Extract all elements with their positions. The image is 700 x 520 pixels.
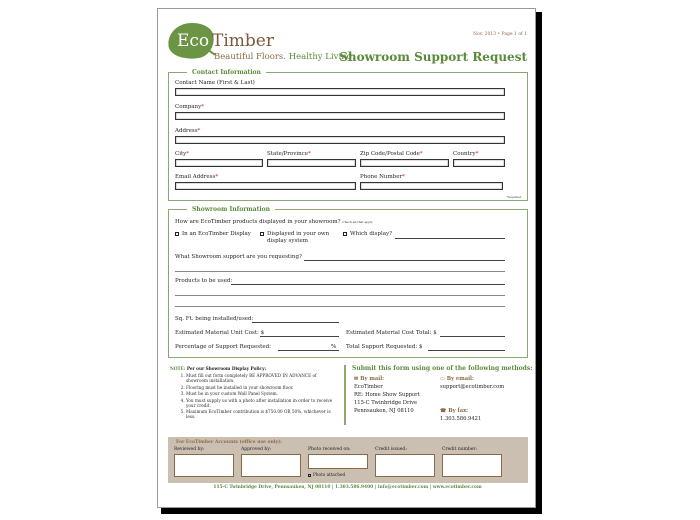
checkbox[interactable] bbox=[308, 474, 311, 477]
contact-section bbox=[168, 69, 528, 201]
percentage-label: Percentage of Support Requested: bbox=[175, 344, 271, 350]
fax-block bbox=[440, 407, 481, 423]
phone-label: Phone Number* bbox=[360, 174, 405, 180]
total-support-line[interactable] bbox=[428, 350, 505, 351]
mail-line: 115-C Twinbridge Drive bbox=[354, 400, 418, 406]
fax-heading: ☎ By fax: bbox=[440, 408, 469, 414]
office-title: For EcoTimber Accounts (office use only): bbox=[176, 440, 282, 445]
total-support-label: Total Support Requested: $ bbox=[346, 344, 423, 350]
email-heading: ▭ By email: bbox=[440, 376, 474, 382]
contact-legend: Contact Information bbox=[187, 68, 266, 77]
contact-name-input[interactable] bbox=[175, 88, 505, 96]
company-label: Company* bbox=[175, 104, 204, 110]
display-question: How are EcoTimber products displayed in your showroom? Check all that apply bbox=[175, 219, 373, 225]
fax-icon: ☎ bbox=[440, 408, 447, 414]
products-line-2[interactable] bbox=[175, 295, 505, 296]
policy-item: 5. Maximum EcoTimber contribution is $750.00 OR 50%, whichever is less. bbox=[186, 409, 338, 419]
checkbox[interactable] bbox=[260, 232, 264, 236]
fax-number: 1.303.586.9421 bbox=[440, 416, 482, 422]
option-ecotimber-display[interactable]: In an EcoTimber Display bbox=[175, 231, 251, 238]
unit-cost-line[interactable] bbox=[260, 336, 339, 337]
company-input[interactable] bbox=[175, 112, 505, 120]
credit-issued-label: Credit issued: bbox=[375, 447, 407, 452]
policy-item: 1. Must fill out form completely BE APPROVED IN ADVANCE of showroom installation. bbox=[186, 373, 338, 383]
form-title: Showroom Support Request bbox=[339, 50, 527, 64]
mail-block bbox=[354, 375, 420, 415]
logo-tagline bbox=[214, 52, 355, 62]
cost-total-line[interactable] bbox=[440, 336, 505, 337]
phone-input[interactable] bbox=[360, 182, 503, 190]
form-page bbox=[157, 8, 536, 508]
cost-total-label: Estimated Material Cost Total: $ bbox=[346, 330, 437, 336]
tagline-part-a: Beautiful Floors. bbox=[214, 52, 286, 62]
reviewed-input[interactable] bbox=[174, 454, 234, 477]
state-label: State/Province* bbox=[267, 151, 311, 157]
approved-input[interactable] bbox=[241, 454, 301, 477]
policy-item: 3. Must be in your custom Wall Panel System. bbox=[186, 391, 338, 396]
products-line-1[interactable] bbox=[231, 284, 505, 285]
city-label: City* bbox=[175, 151, 190, 157]
products-line-3[interactable] bbox=[175, 306, 505, 307]
sqft-label: Sq. Ft. being installed/used: bbox=[175, 316, 254, 322]
footer-contact: 115-C Twinbridge Drive, Pennsauken, NJ 08110 | 1.303.586.9400 | info@ecotimber.com | www.ecotimber.com bbox=[213, 485, 482, 490]
mail-heading: ✉ By mail: bbox=[354, 376, 385, 382]
products-label: Products to be used: bbox=[175, 278, 233, 284]
city-input[interactable] bbox=[175, 159, 263, 167]
showroom-section bbox=[168, 206, 528, 358]
unit-cost-label: Estimated Material Unit Cost: $ bbox=[175, 330, 265, 336]
policy-item: 2. Flooring must be installed in your showroom floor. bbox=[186, 385, 338, 390]
photo-received-input[interactable] bbox=[308, 454, 368, 469]
approved-label: Approved by: bbox=[241, 447, 272, 452]
ecotimber-logo bbox=[168, 23, 355, 63]
credit-issued-input[interactable] bbox=[375, 454, 435, 477]
required-note: *required bbox=[506, 195, 521, 199]
percent-sign: % bbox=[331, 344, 337, 350]
which-display-line[interactable] bbox=[395, 238, 505, 239]
email-block bbox=[440, 375, 504, 391]
sqft-line[interactable] bbox=[252, 322, 339, 323]
option-which-display[interactable]: Which display? bbox=[343, 231, 392, 238]
tagline-part-b: Healthy Living. bbox=[288, 52, 355, 62]
photo-received-label: Photo received on: bbox=[308, 447, 351, 452]
option-own-display[interactable]: Displayed in your own display system bbox=[260, 231, 329, 245]
support-line-2[interactable] bbox=[175, 271, 505, 272]
zip-input[interactable] bbox=[360, 159, 449, 167]
mail-line: RE: Home Show Support bbox=[354, 392, 420, 398]
state-input[interactable] bbox=[267, 159, 356, 167]
support-line-1[interactable] bbox=[304, 260, 505, 261]
mail-icon: ✉ bbox=[354, 376, 359, 382]
credit-number-input[interactable] bbox=[442, 454, 502, 477]
mail-line: Pennsauken, NJ 08110 bbox=[354, 408, 414, 414]
checkbox[interactable] bbox=[175, 232, 179, 236]
office-use-section bbox=[168, 437, 528, 483]
credit-number-label: Credit number: bbox=[442, 447, 478, 452]
photo-attached-option[interactable]: Photo attached bbox=[308, 472, 345, 477]
percentage-line[interactable] bbox=[278, 350, 339, 351]
note-title: NOTE: Per our Showroom Display Policy: bbox=[170, 366, 267, 371]
reviewed-label: Reviewed by: bbox=[174, 447, 205, 452]
email-input[interactable] bbox=[175, 182, 356, 190]
contact-name-label: Contact Name (First & Last) bbox=[175, 80, 255, 86]
checkbox[interactable] bbox=[343, 232, 347, 236]
submit-title: Submit this form using one of the following methods: bbox=[352, 365, 533, 372]
policy-item: 4. You must supply us with a photo after installation in order to receive your credit. bbox=[186, 398, 338, 408]
address-input[interactable] bbox=[175, 136, 505, 144]
country-label: Country* bbox=[453, 151, 479, 157]
page-info: Nov. 2013 • Page 1 of 1 bbox=[473, 32, 527, 37]
country-input[interactable] bbox=[453, 159, 505, 167]
submit-methods bbox=[344, 365, 533, 425]
mail-line: EcoTimber bbox=[354, 384, 383, 390]
zip-label: Zip Code/Postal Code* bbox=[360, 151, 423, 157]
showroom-legend: Showroom Information bbox=[187, 205, 275, 214]
support-question: What Showroom support are you requesting? bbox=[175, 254, 302, 260]
policy-list bbox=[170, 373, 338, 419]
email-label: Email Address* bbox=[175, 174, 219, 180]
logo-eco-text: Eco bbox=[177, 31, 210, 51]
computer-icon: ▭ bbox=[440, 376, 445, 382]
email-address[interactable]: support@ecotimber.com bbox=[440, 384, 505, 390]
logo-timber-text: Timber bbox=[212, 31, 274, 51]
address-label: Address* bbox=[175, 128, 201, 134]
policy-note bbox=[170, 366, 338, 421]
